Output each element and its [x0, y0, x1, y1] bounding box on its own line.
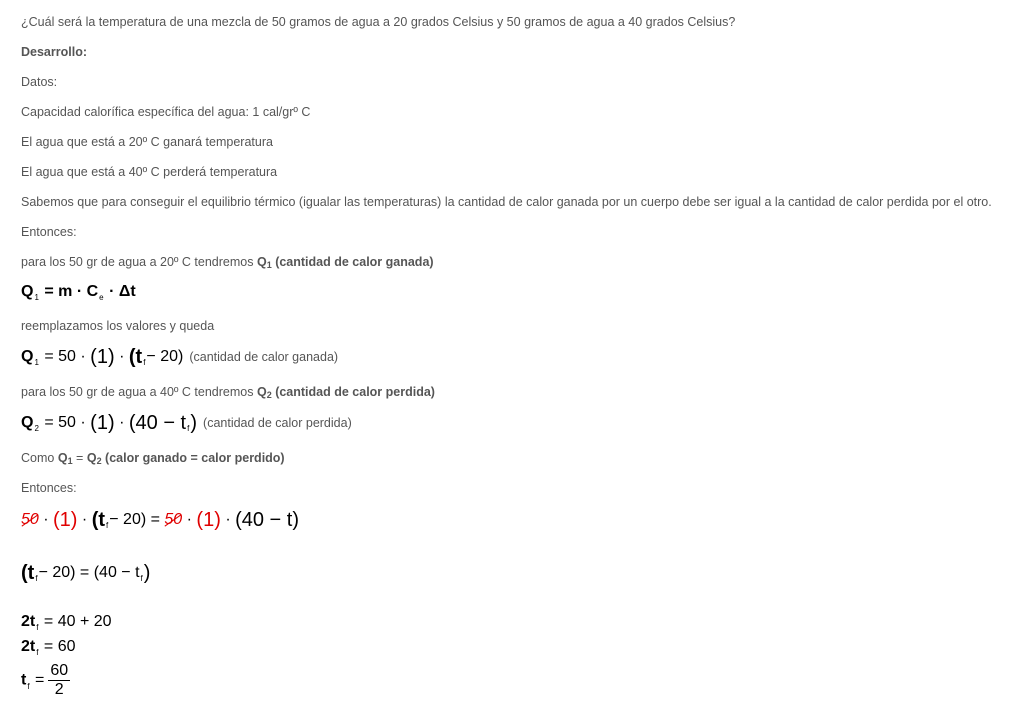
eq3-open: (40 − t — [128, 412, 187, 434]
eq5-mid: − 20) = (40 − t — [38, 564, 140, 581]
eq5-sub1: f — [35, 574, 38, 583]
como-sub2: 2 — [96, 456, 102, 466]
para40-pre: para los 50 gr de agua a 40º C tendremos — [21, 385, 257, 399]
eq8-num: 60 — [50, 662, 69, 679]
equation-5 — [21, 563, 150, 589]
para20-pre: para los 50 gr de agua a 20º C tendremos — [21, 255, 257, 269]
reemplazamos-line: reemplazamos los valores y queda — [21, 319, 215, 333]
equation-8 — [21, 662, 70, 699]
eq2-p1: (1) — [90, 346, 115, 368]
eq3-dot: · — [119, 414, 125, 431]
question-text: ¿Cuál será la temperatura de una mezcla de 50 gramos de agua a 20 grados Celsius y 50 gramos de agua a 40 grados Celsius? — [21, 15, 736, 29]
para20-sub: 1 — [266, 260, 272, 270]
equation-3 — [21, 413, 352, 439]
eq2-q: Q — [21, 348, 34, 365]
equation-1 — [21, 282, 136, 308]
sabemos-line: Sabemos que para conseguir el equilibrio térmico (igualar las temperaturas) la cantidad de calor ganada por un cuerpo debe ser igual a la cantidad de calor perdida por el otro. — [21, 195, 992, 209]
gana-line: El agua que está a 20º C ganará temperatura — [21, 135, 273, 149]
eq2-tf: (t — [128, 346, 143, 368]
eq1-rhs: = m · C — [44, 283, 99, 300]
como-q1: Q — [57, 451, 68, 465]
eq3-note: (cantidad de calor perdida) — [203, 416, 352, 430]
como-pre: Como — [21, 451, 58, 465]
eq8-eq: = — [35, 671, 45, 689]
eq4-tsub: f — [106, 521, 109, 530]
eq8-den: 2 — [54, 681, 64, 698]
como-q2: Q — [86, 451, 97, 465]
eq4-rest: − 20) = — [109, 511, 160, 528]
eq2-dot: · — [119, 348, 125, 365]
eq5-sub2: f — [140, 574, 143, 583]
eq4-cancel-50-right: 50 — [164, 511, 183, 528]
eq1-ce: e — [99, 293, 104, 302]
eq6-rhs: = 40 + 20 — [43, 613, 112, 630]
eq3-close: ) — [190, 412, 198, 434]
eq2-rhs: = 50 · — [44, 348, 86, 365]
pierde-line: El agua que está a 40º C perderá temperatura — [21, 165, 278, 179]
para40-q: Q — [256, 385, 267, 399]
equation-6 — [21, 612, 112, 638]
eq7-rhs: = 60 — [43, 638, 76, 655]
para40-line — [21, 384, 435, 403]
eq3-p1: (1) — [90, 412, 115, 434]
eq7-sub: f — [36, 648, 39, 657]
eq3-rhs: = 50 · — [44, 414, 86, 431]
eq4-close: ) — [292, 509, 300, 531]
capacidad-line: Capacidad calorífica específica del agua: 1 cal/grº C — [21, 105, 311, 119]
como-sub1: 1 — [67, 456, 73, 466]
para20-line — [21, 254, 434, 273]
equation-4: $50 \cdot (1) \cdot (t_f- 20) = 50 \cdot (1) \cdot (40 - t)$ — [21, 509, 300, 531]
eq4-mid: (t — [91, 509, 106, 531]
eq2-sub: 1 — [34, 358, 39, 367]
eq5-close: ) — [143, 562, 151, 584]
equation-2 — [21, 347, 338, 373]
entonces-line-1: Entonces: — [21, 225, 77, 239]
como-bold: (calor ganado = calor perdido) — [101, 451, 285, 465]
eq1-tail: · Δt — [109, 283, 136, 300]
eq7-lhs: 2t — [21, 638, 36, 655]
como-line — [21, 450, 285, 469]
equation-7 — [21, 637, 76, 663]
eq4-open: (40 − t — [235, 509, 293, 531]
datos-label: Datos: — [21, 75, 58, 89]
eq4-cancel-50-left: 50 — [21, 511, 39, 528]
eq3-sub: 2 — [34, 424, 39, 433]
eq8-lhs: t — [21, 671, 27, 689]
eq1-sub: 1 — [34, 293, 39, 302]
para40-sub: 2 — [266, 390, 272, 400]
como-eq: = — [72, 451, 87, 465]
eq3-tsub: f — [187, 424, 190, 433]
entonces-line-2: Entonces: — [21, 481, 77, 495]
eq1-q: Q — [21, 283, 34, 300]
eq2-tsub: f — [143, 358, 146, 367]
eq8-sub: f — [27, 681, 30, 691]
eq2-tail: − 20) — [146, 348, 184, 365]
eq4-cancel-1-right: (1) — [196, 509, 221, 531]
eq8-fraction — [48, 662, 70, 699]
eq6-sub: f — [36, 623, 39, 632]
eq3-q: Q — [21, 414, 34, 431]
eq4-cancel-1-left: (1) — [53, 509, 78, 531]
para20-bold: (cantidad de calor ganada) — [271, 255, 434, 269]
eq5-open: (t — [21, 562, 35, 584]
eq6-lhs: 2t — [21, 613, 36, 630]
eq2-note: (cantidad de calor ganada) — [189, 350, 339, 364]
para40-bold: (cantidad de calor perdida) — [271, 385, 435, 399]
desarrollo-heading: Desarrollo: — [21, 45, 87, 59]
para20-q: Q — [256, 255, 267, 269]
